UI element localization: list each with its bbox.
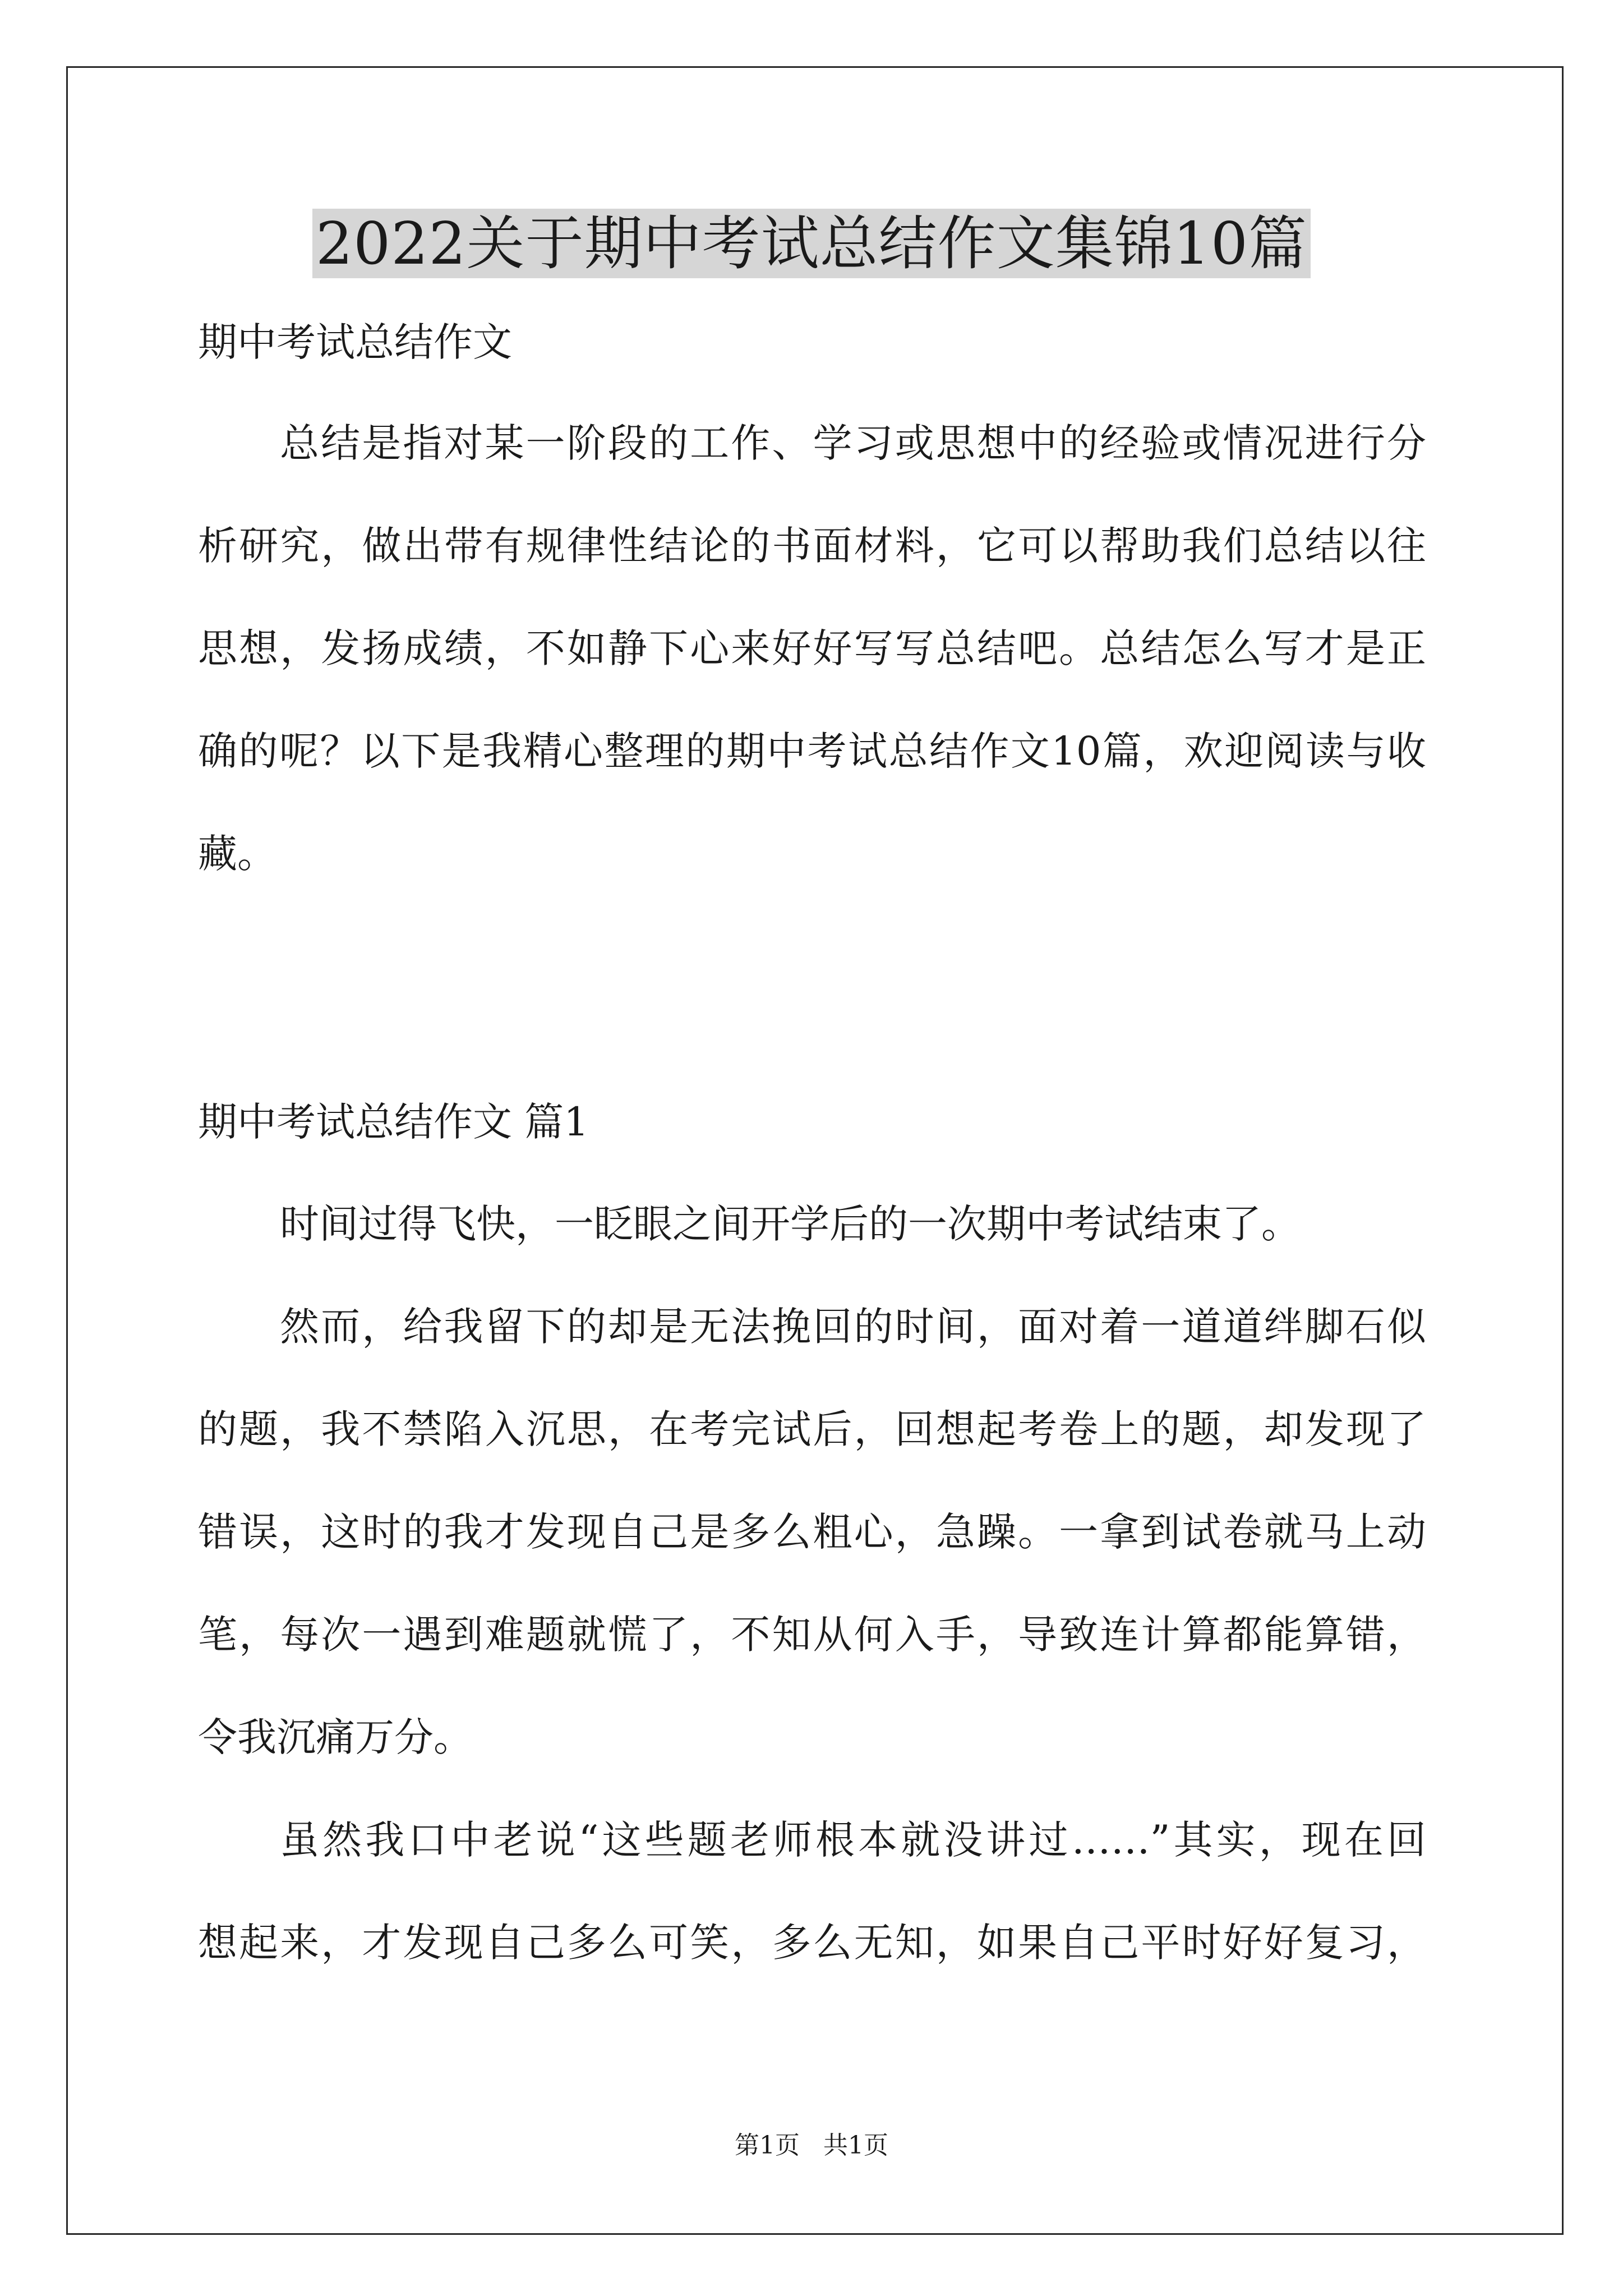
paragraph-line: 错误，这时的我才发现自己是多么粗心，急躁。一拿到试卷就马上动 <box>198 1509 1426 1555</box>
paragraph-line: 笔，每次一遇到难题就慌了，不知从何入手，导致连计算都能算错， <box>198 1612 1426 1658</box>
paragraph-line: 然而，给我留下的却是无法挽回的时间，面对着一道道绊脚石似 <box>280 1304 1426 1350</box>
page-border <box>66 66 1564 2235</box>
intro-heading: 期中考试总结作文 <box>198 319 512 365</box>
paragraph-line: 想起来，才发现自己多么可笑，多么无知，如果自己平时好好复习， <box>198 1920 1426 1966</box>
paragraph-line: 虽然我口中老说“这些题老师根本就没讲过……”其实，现在回 <box>280 1817 1426 1863</box>
paragraph-line: 时间过得飞快，一眨眼之间开学后的一次期中考试结束了。 <box>280 1201 1301 1247</box>
section-heading: 期中考试总结作文 篇1 <box>198 1099 589 1145</box>
paragraph-line: 确的呢？以下是我精心整理的期中考试总结作文10篇，欢迎阅读与收 <box>198 728 1426 774</box>
paragraph-line: 总结是指对某一阶段的工作、学习或思想中的经验或情况进行分 <box>280 420 1426 466</box>
paragraph-line: 的题，我不禁陷入沉思，在考完试后，回想起考卷上的题，却发现了 <box>198 1406 1426 1452</box>
title-container <box>0 209 1623 278</box>
paragraph-line: 令我沉痛万分。 <box>198 1714 473 1760</box>
page-number: 第1页 共1页 <box>735 2131 888 2160</box>
paragraph-line: 思想，发扬成绩，不如静下心来好好写写总结吧。总结怎么写才是正 <box>198 625 1426 671</box>
paragraph-line: 藏。 <box>198 831 276 877</box>
page-footer <box>0 2129 1623 2162</box>
document-title: 2022关于期中考试总结作文集锦10篇 <box>312 209 1311 278</box>
paragraph-line: 析研究，做出带有规律性结论的书面材料，它可以帮助我们总结以往 <box>198 523 1426 569</box>
